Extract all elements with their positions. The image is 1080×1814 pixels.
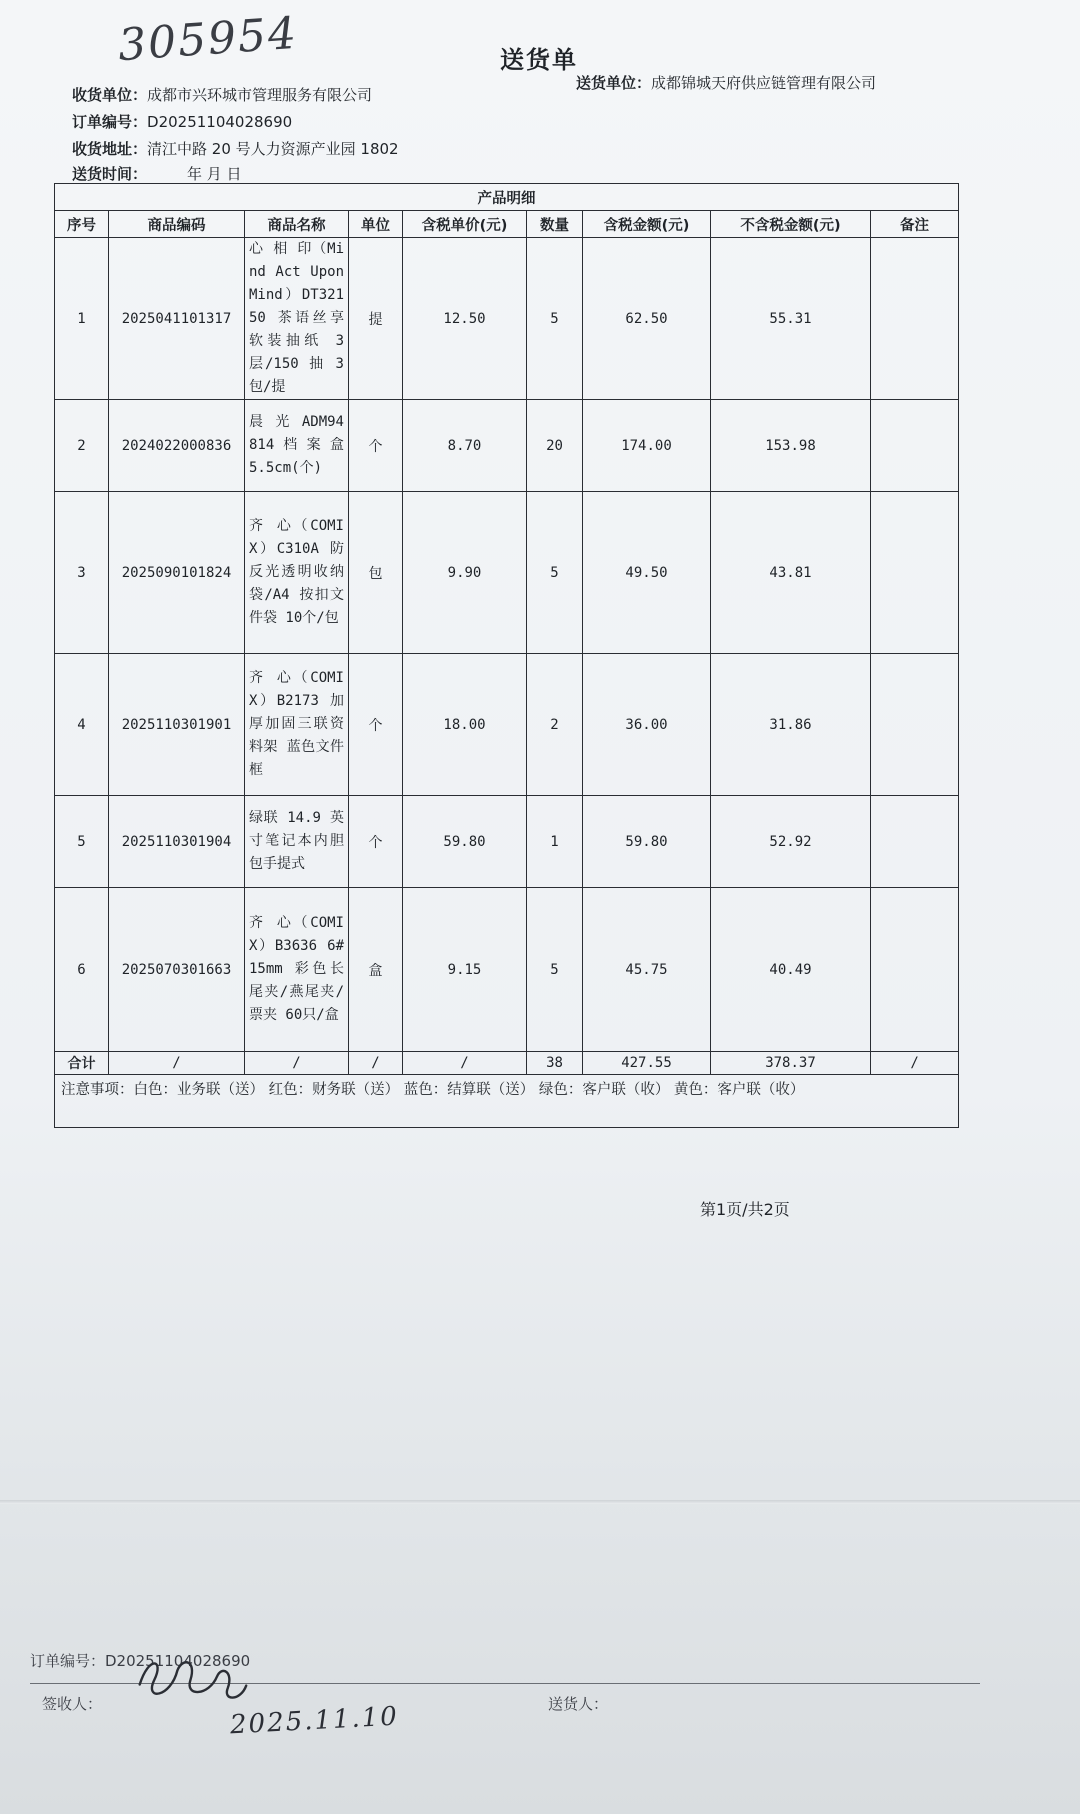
row-name: 齐 心（COMIX）B3636 6#15mm 彩色长尾夹/燕尾夹/票夹 60只/盒: [245, 888, 349, 1052]
paper-fold: [0, 1500, 1080, 1504]
row-amount: 62.50: [583, 238, 711, 400]
row-qty: 5: [527, 888, 583, 1052]
document-title: 送货单: [500, 46, 578, 74]
row-price: 59.80: [403, 796, 527, 888]
row-name: 心 相 印（Mind Act Upon Mind）DT32150 茶语丝享软装抽纸 3层/150 抽 3包/提: [245, 238, 349, 400]
row-remark: [871, 654, 959, 796]
address-value: 清江中路 20 号人力资源产业园 1802: [147, 140, 399, 158]
product-table: [54, 183, 959, 1128]
table-caption: 产品明细: [55, 184, 959, 211]
receiver-label: 收货单位：: [72, 86, 148, 104]
row-name: 晨 光 ADM94814 档 案 盒 5.5cm(个): [245, 400, 349, 492]
row-code: 2025041101317: [109, 238, 245, 400]
row-unit: 盒: [349, 888, 403, 1052]
table-header-row: [55, 211, 959, 238]
page-info: 第1页/共2页: [700, 1200, 790, 1219]
row-code: 2024022000836: [109, 400, 245, 492]
row-net: 40.49: [711, 888, 871, 1052]
table-row: [55, 400, 959, 492]
total-row: [55, 1052, 959, 1075]
order-label: 订单编号：: [72, 113, 148, 131]
deliverer-label: 送货人：: [548, 1695, 609, 1713]
row-price: 8.70: [403, 400, 527, 492]
total-label: 合计: [55, 1052, 109, 1075]
total-net: 378.37: [711, 1052, 871, 1075]
row-amount: 45.75: [583, 888, 711, 1052]
row-amount: 59.80: [583, 796, 711, 888]
row-unit: 包: [349, 492, 403, 654]
header-price: 含税单价(元): [403, 211, 527, 238]
row-remark: [871, 888, 959, 1052]
total-amount: 427.55: [583, 1052, 711, 1075]
notes-row: [55, 1075, 959, 1128]
receiver-line: [72, 84, 372, 105]
address-label: 收货地址：: [72, 140, 148, 158]
delivery-time-label: 送货时间：: [72, 165, 148, 183]
total-remark: /: [871, 1052, 959, 1075]
table-row: [55, 888, 959, 1052]
row-unit: 个: [349, 400, 403, 492]
row-code: 2025090101824: [109, 492, 245, 654]
receiver-value: 成都市兴环城市管理服务有限公司: [147, 86, 373, 104]
signature-date: 2025.11.10: [229, 1701, 400, 1741]
table-row: [55, 796, 959, 888]
shipper-line: [576, 72, 876, 93]
order-line: [72, 111, 292, 132]
delivery-time-line: [72, 163, 242, 184]
row-no: 2: [55, 400, 109, 492]
row-no: 5: [55, 796, 109, 888]
row-code: 2025110301901: [109, 654, 245, 796]
row-name: 齐 心（COMIX）B2173 加厚加固三联资料架 蓝色文件框: [245, 654, 349, 796]
row-net: 52.92: [711, 796, 871, 888]
table-row: [55, 492, 959, 654]
header-no: 序号: [55, 211, 109, 238]
row-no: 6: [55, 888, 109, 1052]
row-no: 1: [55, 238, 109, 400]
order-value: D20251104028690: [147, 113, 293, 131]
row-price: 18.00: [403, 654, 527, 796]
row-qty: 2: [527, 654, 583, 796]
address-line: [72, 138, 399, 159]
table-caption-row: [55, 184, 959, 211]
header-qty: 数量: [527, 211, 583, 238]
row-code: 2025110301904: [109, 796, 245, 888]
header-name: 商品名称: [245, 211, 349, 238]
total-price: /: [403, 1052, 527, 1075]
row-remark: [871, 400, 959, 492]
row-amount: 174.00: [583, 400, 711, 492]
notes-text: 注意事项：白色：业务联（送） 红色：财务联（送） 蓝色：结算联（送） 绿色：客户联（收） 黄色：客户联（收）: [55, 1075, 959, 1128]
footer-order-no: 订单编号：D20251104028690: [30, 1652, 251, 1670]
row-no: 3: [55, 492, 109, 654]
total-qty: 38: [527, 1052, 583, 1075]
row-qty: 20: [527, 400, 583, 492]
total-unit: /: [349, 1052, 403, 1075]
shipper-value: 成都锦城天府供应链管理有限公司: [651, 74, 877, 92]
header-remark: 备注: [871, 211, 959, 238]
row-net: 31.86: [711, 654, 871, 796]
row-remark: [871, 796, 959, 888]
row-qty: 5: [527, 238, 583, 400]
header-amount: 含税金额(元): [583, 211, 711, 238]
row-net: 55.31: [711, 238, 871, 400]
signer-label: 签收人：: [42, 1695, 103, 1713]
delivery-time-value: 年 月 日: [187, 165, 242, 183]
shipper-label: 送货单位：: [576, 74, 652, 92]
row-name: 绿联 14.9 英寸笔记本内胆包手提式: [245, 796, 349, 888]
row-unit: 个: [349, 654, 403, 796]
header-net: 不含税金额(元): [711, 211, 871, 238]
row-no: 4: [55, 654, 109, 796]
table-row: [55, 654, 959, 796]
row-code: 2025070301663: [109, 888, 245, 1052]
total-code: /: [109, 1052, 245, 1075]
row-unit: 提: [349, 238, 403, 400]
handwritten-number: 305954: [116, 7, 300, 72]
row-remark: [871, 238, 959, 400]
row-remark: [871, 492, 959, 654]
row-net: 153.98: [711, 400, 871, 492]
table-row: [55, 238, 959, 400]
row-price: 9.15: [403, 888, 527, 1052]
total-name: /: [245, 1052, 349, 1075]
header-code: 商品编码: [109, 211, 245, 238]
row-unit: 个: [349, 796, 403, 888]
row-net: 43.81: [711, 492, 871, 654]
row-name: 齐 心（COMIX）C310A 防反光透明收纳袋/A4 按扣文件袋 10个/包: [245, 492, 349, 654]
row-price: 9.90: [403, 492, 527, 654]
header-unit: 单位: [349, 211, 403, 238]
row-qty: 5: [527, 492, 583, 654]
row-price: 12.50: [403, 238, 527, 400]
row-amount: 49.50: [583, 492, 711, 654]
row-amount: 36.00: [583, 654, 711, 796]
row-qty: 1: [527, 796, 583, 888]
